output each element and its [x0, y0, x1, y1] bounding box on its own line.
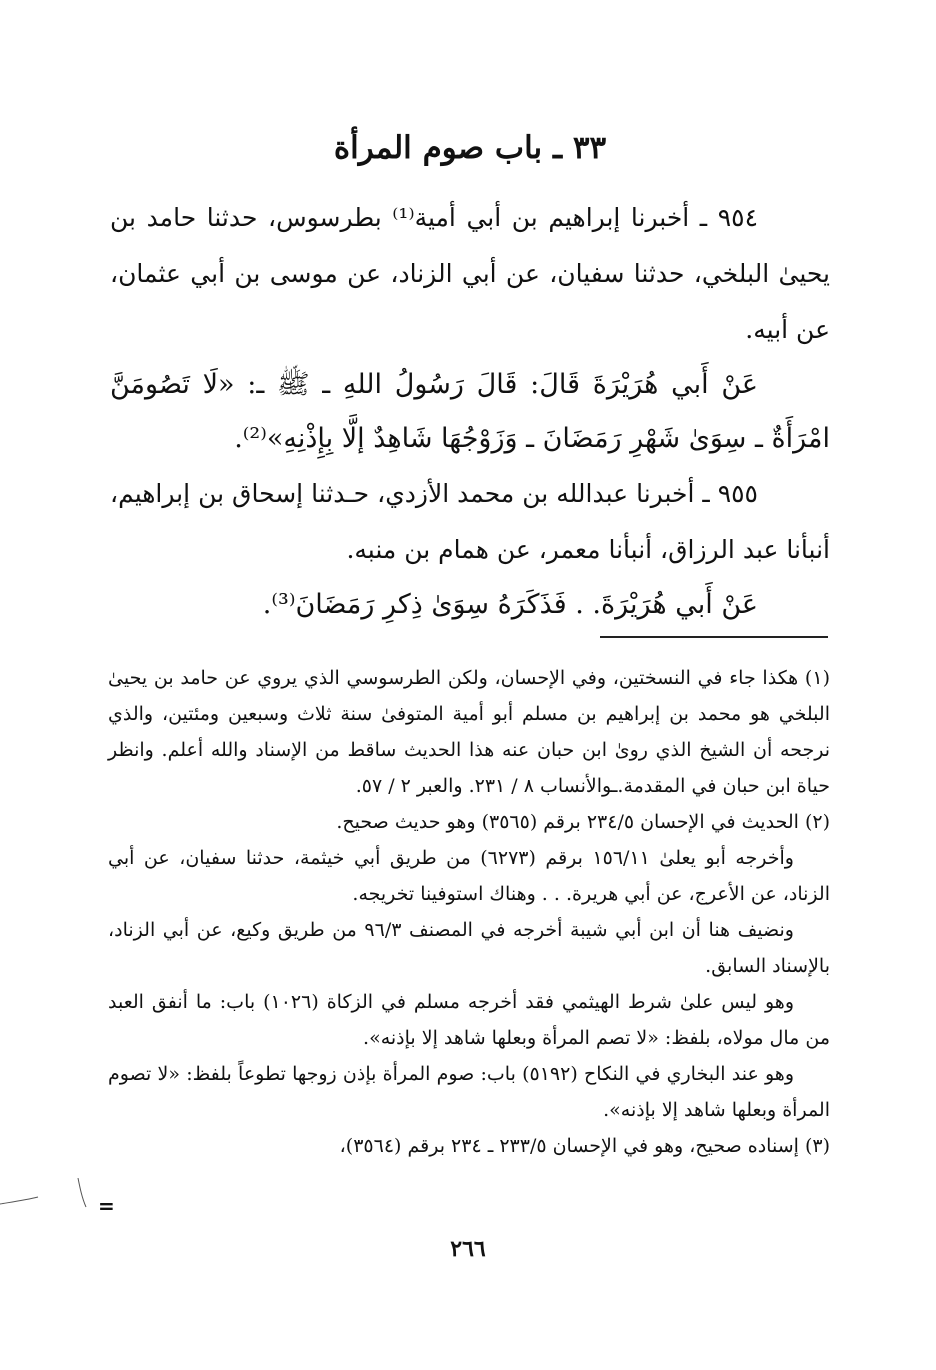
footnote-2-bukhari: وهو عند البخاري في النكاح (٥١٩٢) باب: صوم المرأة بإذن زوجها تطوعاً بلفظ: «لا تصوم المرأة وبعلها شاهد إلا بإذنه».: [108, 1063, 830, 1121]
scan-mark-mid: [76, 1178, 88, 1208]
hadith-954-chain: ٩٥٤ ـ أخبرنا إبراهيم بن أبي أمية⁽¹⁾ بطرسوس، حدثنا حامد بن يحيىٰ البلخي، حدثنا سفيان، عن أبي الزناد، عن موسى بن أبي عثمان، عن أبيه.: [110, 203, 830, 344]
continuation-mark: =: [98, 1194, 115, 1218]
footnote-2-ibn-abi-shayba: ونضيف هنا أن ابن أبي شيبة أخرجه في المصنف ٩٦/٣ من طريق وكيع، عن أبي الزناد، بالإسناد السابق.: [108, 919, 830, 977]
footnote-3: (٣) إسناده صحيح، وهو في الإحسان ٢٣٣/٥ ـ ٢٣٤ برقم (٣٥٦٤)،: [339, 1135, 830, 1157]
footnote-divider: [600, 636, 828, 638]
footnote-2-muslim: وهو ليس علىٰ شرط الهيثمي فقد أخرجه مسلم في الزكاة (١٠٢٦) باب: ما أنفق العبد من مال مولاه، بلفظ: «لا تصم المرأة وبعلها شاهد إلا بإذنه».: [108, 991, 830, 1049]
footnote-2-intro: (٢) الحديث في الإحسان ٢٣٤/٥ برقم (٣٥٦٥) وهو حديث صحيح.: [336, 811, 830, 833]
footnote-2-abu-yala: وأخرجه أبو يعلىٰ ١٥٦/١١ برقم (٦٢٧٣) من طريق أبي خيثمة، حدثنا سفيان، عن أبي الزناد، عن الأعرج، عن أبي هريرة. . . وهناك استوفينا تخريجه.: [108, 847, 830, 905]
page-number: ٢٦٦: [450, 1236, 486, 1262]
scan-mark-left: [0, 1196, 40, 1206]
main-text: [110, 190, 830, 632]
hadith-955-chain: ٩٥٥ ـ أخبرنا عبدالله بن محمد الأزدي، حـدثنا إسحاق بن إبراهيم، أنبأنا عبد الرزاق، أنبأنا معمر، عن همام بن منبه.: [110, 479, 830, 564]
footnotes: [108, 660, 830, 1164]
hadith-955-text: عَنْ أَبي هُرَيْرَةَ. . فَذَكَرَهُ سِوَىٰ ذِكرِ رَمَضَانَ⁽³⁾.: [262, 589, 758, 620]
footnote-1: (١) هكذا جاء في النسختين، وفي الإحسان، ولكن الطرسوسي الذي يروي عن حامد بن يحيىٰ البلخي هو محمد بن إبراهيم بن مسلم أبو أمية المتوفىٰ سنة ثلاث وسبعين ومئتين، والذي نرجحه أن الشيخ الذي روىٰ ابن حبان عنه هذا الحديث ساقط من الإسناد والله أعلم. وانظر حياة ابن حبان في المقدمة.ـوالأنساب ٨ / ٢٣١. والعبر ٢ / ٥٧.: [108, 667, 830, 797]
chapter-title: ٣٣ ـ باب صوم المرأة: [333, 130, 607, 166]
hadith-954-text: عَنْ أَبي هُرَيْرَةَ قَالَ: قَالَ رَسُولُ اللهِ ـ ﷺ ـ: «لَا تَصُومَنَّ امْرَأَةٌ ـ سِوَىٰ شَهْرِ رَمَضَانَ ـ وَزَوْجُهَا شَاهِدٌ إلَّا بِإِذْنِهِ»⁽²⁾.: [110, 369, 830, 454]
